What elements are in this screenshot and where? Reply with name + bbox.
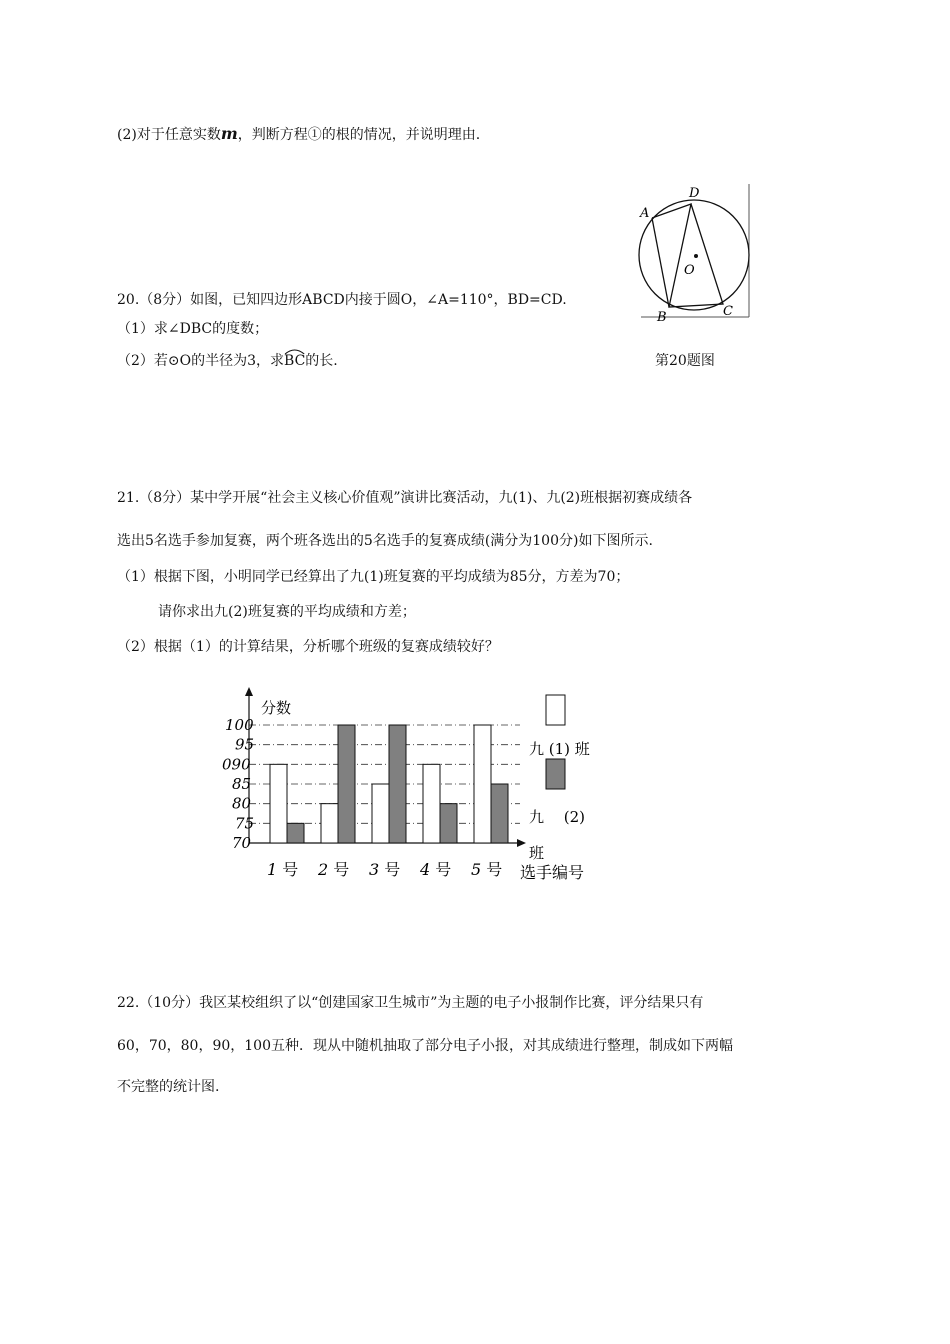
q22-line2: 60，70，80，90，100五种．现从中随机抽取了部分电子小报，对其成绩进行整理，制成如下两幅: [117, 1038, 733, 1054]
bar-class2: [389, 725, 406, 843]
legend-label-class2-cont: 班: [529, 844, 545, 862]
y-axis-arrow-icon: [245, 687, 253, 696]
y-tick-label: 80: [232, 794, 252, 813]
q21-stem-line2: 选出5名选手参加复赛，两个班各选出的5名选手的复赛成绩(满分为100分)如下图所示.: [117, 533, 653, 549]
q22-line1: 22.（10分）我区某校组织了以“创建国家卫生城市”为主题的电子小报制作比赛，评分结果只有: [117, 995, 704, 1011]
x-axis-arrow-icon: [517, 839, 526, 847]
q22-line3: 不完整的统计图.: [117, 1079, 220, 1095]
y-tick-labels: [222, 716, 254, 852]
q21-part1-line1: （1）根据下图，小明同学已经算出了九(1)班复赛的平均成绩为85分，方差为70；: [117, 569, 630, 585]
q19-part2-post: ，判断方程①的根的情况，并说明理由.: [237, 127, 481, 143]
q21-part1-line2: 请你求出九(2)班复赛的平均成绩和方差；: [158, 604, 416, 620]
variable-m: m: [220, 124, 238, 143]
q19-part2: [117, 124, 480, 144]
bar-class2: [287, 823, 304, 843]
arc-mark-icon: [284, 348, 305, 355]
bar-class2: [491, 784, 508, 843]
q21-stem-line1: 21.（8分）某中学开展“社会主义核心价值观”演讲比赛活动，九(1)、九(2)班根据初赛成绩各: [117, 490, 693, 506]
legend-swatch-class1: [546, 695, 565, 725]
x-tick-labels: [267, 860, 502, 879]
x-tick-label: 5 号: [471, 860, 503, 879]
label-d: D: [689, 186, 700, 201]
score-bar-chart: [215, 685, 625, 890]
q20-figure-caption: 第20题图: [655, 353, 715, 369]
q20-part2: [117, 350, 338, 370]
x-tick-label: 1 号: [267, 860, 299, 879]
bar-class1: [474, 725, 491, 843]
label-a: A: [640, 206, 650, 221]
bar-class2: [440, 804, 457, 843]
bar-class1: [372, 784, 389, 843]
y-axis-title: 分数: [261, 699, 292, 717]
center-point: [694, 254, 698, 258]
y-tick-label: 70: [232, 834, 252, 852]
x-tick-label: 4 号: [420, 860, 452, 879]
y-tick-label: 75: [235, 814, 255, 833]
bar-class1: [321, 804, 338, 843]
q20-figure: [632, 180, 757, 325]
y-tick-label: 95: [235, 735, 255, 754]
q20-stem: 20.（8分）如图，已知四边形ABCD内接于圆O，∠A=110°，BD=CD.: [117, 292, 567, 308]
bar-class2: [338, 725, 355, 843]
q21-part2: （2）根据（1）的计算结果，分析哪个班级的复赛成绩较好？: [117, 639, 499, 655]
y-tick-label: 85: [232, 775, 252, 793]
arc-bc-label: BC: [284, 353, 306, 369]
x-tick-label: 2 号: [318, 860, 350, 879]
q19-part2-pre: (2)对于任意实数: [117, 127, 221, 143]
quadrilateral-abcd: [652, 204, 723, 307]
bar-class1: [270, 764, 287, 843]
y-tick-label: 090: [222, 755, 251, 774]
label-o: O: [684, 263, 695, 278]
legend-label-class1: 九 (1) 班: [529, 740, 590, 758]
legend-label-class2: 九 (2): [529, 808, 586, 826]
q20-part1: （1）求∠DBC的度数；: [117, 321, 269, 337]
q20-part2-pre: （2）若⊙O的半径为3，求: [117, 353, 285, 369]
y-tick-label: 100: [225, 716, 254, 734]
legend-swatch-class2: [546, 759, 565, 789]
x-axis-title: 选手编号: [520, 863, 585, 882]
label-b: B: [657, 310, 667, 325]
arc-bc: [284, 353, 305, 369]
x-tick-label: 3 号: [369, 860, 401, 879]
label-c: C: [723, 304, 733, 319]
bar-class1: [423, 764, 440, 843]
q20-part2-post: 的长.: [305, 353, 338, 369]
